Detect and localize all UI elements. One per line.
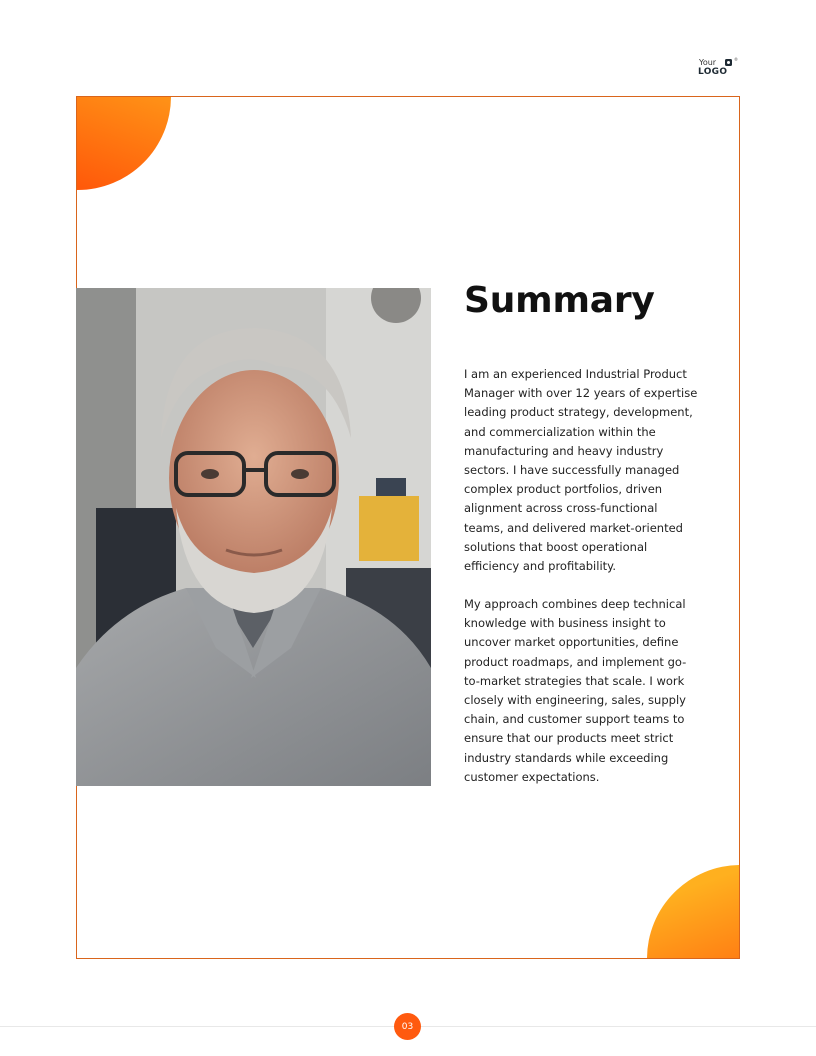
summary-paragraph-1: I am an experienced Industrial Product Manager with over 12 years of expertise leading product strategy, development, and commercialization within the manufacturing and heavy industry sectors. I have successfully managed complex product portfolios, driven alignment across cross-functional teams, and delivered market-oriented solutions that boost operational efficiency and profitability. [464, 367, 698, 574]
page-number: 03 [401, 1021, 414, 1032]
portrait-illustration [76, 288, 431, 786]
summary-title: Summary [464, 280, 655, 321]
page-number-badge [394, 1013, 421, 1040]
logo-mark-icon [725, 59, 732, 66]
portrait-photo [76, 288, 431, 786]
logo-text-your: Your [699, 58, 717, 67]
summary-paragraph-2: My approach combines deep technical knowledge with business insight to uncover market opportunities, define product roadmaps, and implement go-to-market strategies that scale. I work closely with engineering, sales, supply chain, and customer support teams to ensure that our products meet strict industry standards while exceeding customer expectations. [464, 597, 687, 784]
decorative-circle-top-left [76, 96, 171, 190]
company-logo [697, 58, 741, 78]
decorative-circle-bottom-right [647, 865, 740, 959]
logo-registered-mark: ® [734, 57, 738, 62]
logo-text-logo: LOGO [698, 67, 728, 77]
